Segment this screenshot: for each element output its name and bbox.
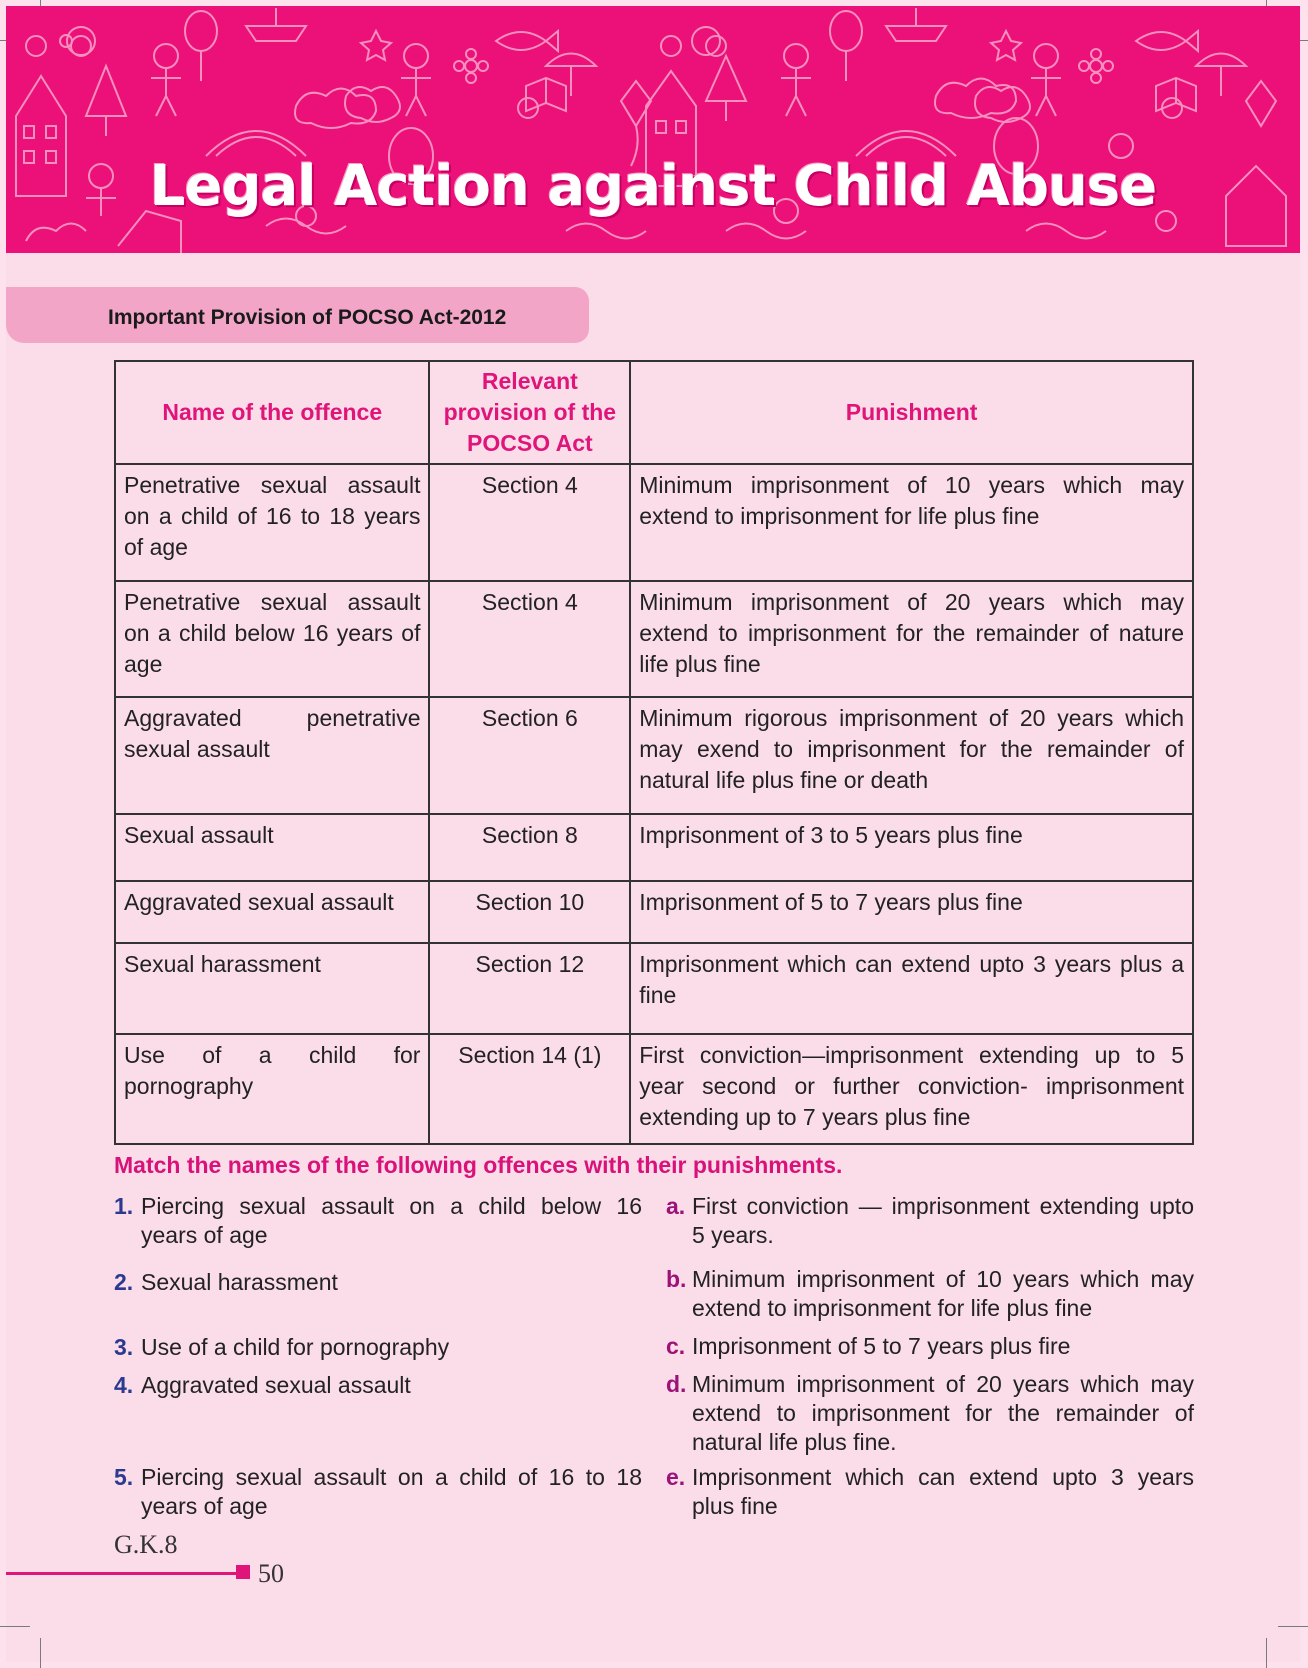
list-item — [114, 1463, 642, 1521]
item-text: Piercing sexual assault on a child below 16 years of age — [141, 1193, 642, 1248]
item-number: 2. — [114, 1269, 134, 1295]
table-row — [115, 464, 1193, 581]
list-item — [666, 1463, 1194, 1521]
list-item — [114, 1192, 642, 1250]
item-letter: b. — [666, 1266, 687, 1292]
item-text: First conviction — imprisonment extending upto 5 years. — [692, 1193, 1194, 1248]
item-letter: e. — [666, 1464, 686, 1490]
list-item — [666, 1265, 1194, 1323]
table-row — [115, 697, 1193, 814]
section-cell: Section 14 (1) — [429, 1034, 630, 1144]
item-number: 4. — [114, 1372, 134, 1398]
offence-cell: Sexual assault — [115, 814, 429, 881]
crop-mark — [0, 1626, 30, 1627]
section-tab-label: Important Provision of POCSO Act-2012 — [108, 306, 507, 329]
section-cell: Section 12 — [429, 943, 630, 1034]
punishment-cell: First conviction—imprisonment extending up to 5 year second or further conviction- imprisonment extending up to 7 years plus fine — [630, 1034, 1193, 1144]
list-item — [666, 1332, 1194, 1361]
header-provision: Relevant provision of the POCSO Act — [429, 361, 630, 464]
offence-cell: Penetrative sexual assault on a child of 16 to 18 years of age — [115, 464, 429, 581]
item-number: 5. — [114, 1464, 134, 1490]
offence-cell: Use of a child for pornography — [115, 1034, 429, 1144]
section-cell: Section 10 — [429, 881, 630, 943]
punishment-cell: Minimum imprisonment of 20 years which may extend to imprisonment for the remainder of nature life plus fine — [630, 581, 1193, 697]
table-header-row — [115, 361, 1193, 464]
crop-mark — [1266, 1638, 1267, 1668]
item-text: Imprisonment which can extend upto 3 years plus fine — [692, 1464, 1194, 1519]
item-letter: c. — [666, 1333, 686, 1359]
crop-mark — [1278, 1626, 1308, 1627]
section-cell: Section 8 — [429, 814, 630, 881]
page-title: Legal Action against Child Abuse — [149, 154, 1157, 219]
table-row — [115, 581, 1193, 697]
item-text: Sexual harassment — [141, 1269, 338, 1295]
item-letter: d. — [666, 1371, 687, 1397]
punishment-cell: Imprisonment of 5 to 7 years plus fine — [630, 881, 1193, 943]
item-letter: a. — [666, 1193, 686, 1219]
header-offence: Name of the offence — [115, 361, 429, 464]
punishment-cell: Imprisonment of 3 to 5 years plus fine — [630, 814, 1193, 881]
item-text: Imprisonment of 5 to 7 years plus fire — [692, 1333, 1071, 1359]
item-text: Minimum imprisonment of 20 years which may extend to imprisonment for the remainder of natural life plus fine. — [692, 1371, 1194, 1455]
table-row — [115, 1034, 1193, 1144]
table-row — [115, 881, 1193, 943]
item-text: Piercing sexual assault on a child of 16 to 18 years of age — [141, 1464, 642, 1519]
punishment-cell: Imprisonment which can extend upto 3 years plus a fine — [630, 943, 1193, 1034]
crop-mark — [40, 1638, 41, 1668]
item-text: Minimum imprisonment of 10 years which may extend to imprisonment for life plus fine — [692, 1266, 1194, 1321]
table-row — [115, 943, 1193, 1034]
list-item — [114, 1268, 642, 1297]
offence-cell: Penetrative sexual assault on a child below 16 years of age — [115, 581, 429, 697]
punishment-cell: Minimum imprisonment of 10 years which may extend to imprisonment for life plus fine — [630, 464, 1193, 581]
header-banner — [6, 6, 1300, 253]
header-punishment: Punishment — [630, 361, 1193, 464]
book-label: G.K.8 — [114, 1530, 178, 1559]
exercise-heading: Match the names of the following offences with their punishments. — [114, 1152, 843, 1178]
section-cell: Section 4 — [429, 464, 630, 581]
list-item — [114, 1371, 642, 1400]
punishment-cell: Minimum rigorous imprisonment of 20 years which may exend to imprisonment for the remainder of natural life plus fine or death — [630, 697, 1193, 814]
offence-cell: Aggravated penetrative sexual assault — [115, 697, 429, 814]
item-text: Aggravated sexual assault — [141, 1372, 411, 1398]
footer-square-icon — [236, 1565, 250, 1579]
item-number: 1. — [114, 1193, 134, 1219]
item-text: Use of a child for pornography — [141, 1334, 450, 1360]
list-item — [666, 1370, 1194, 1457]
item-number: 3. — [114, 1334, 134, 1360]
page-number: 50 — [258, 1559, 284, 1588]
footer-rule — [6, 1572, 238, 1575]
section-cell: Section 6 — [429, 697, 630, 814]
section-cell: Section 4 — [429, 581, 630, 697]
offence-cell: Aggravated sexual assault — [115, 881, 429, 943]
offence-cell: Sexual harassment — [115, 943, 429, 1034]
list-item — [666, 1192, 1194, 1250]
pocso-provisions-table — [114, 360, 1194, 1145]
list-item — [114, 1333, 642, 1362]
table-row — [115, 814, 1193, 881]
